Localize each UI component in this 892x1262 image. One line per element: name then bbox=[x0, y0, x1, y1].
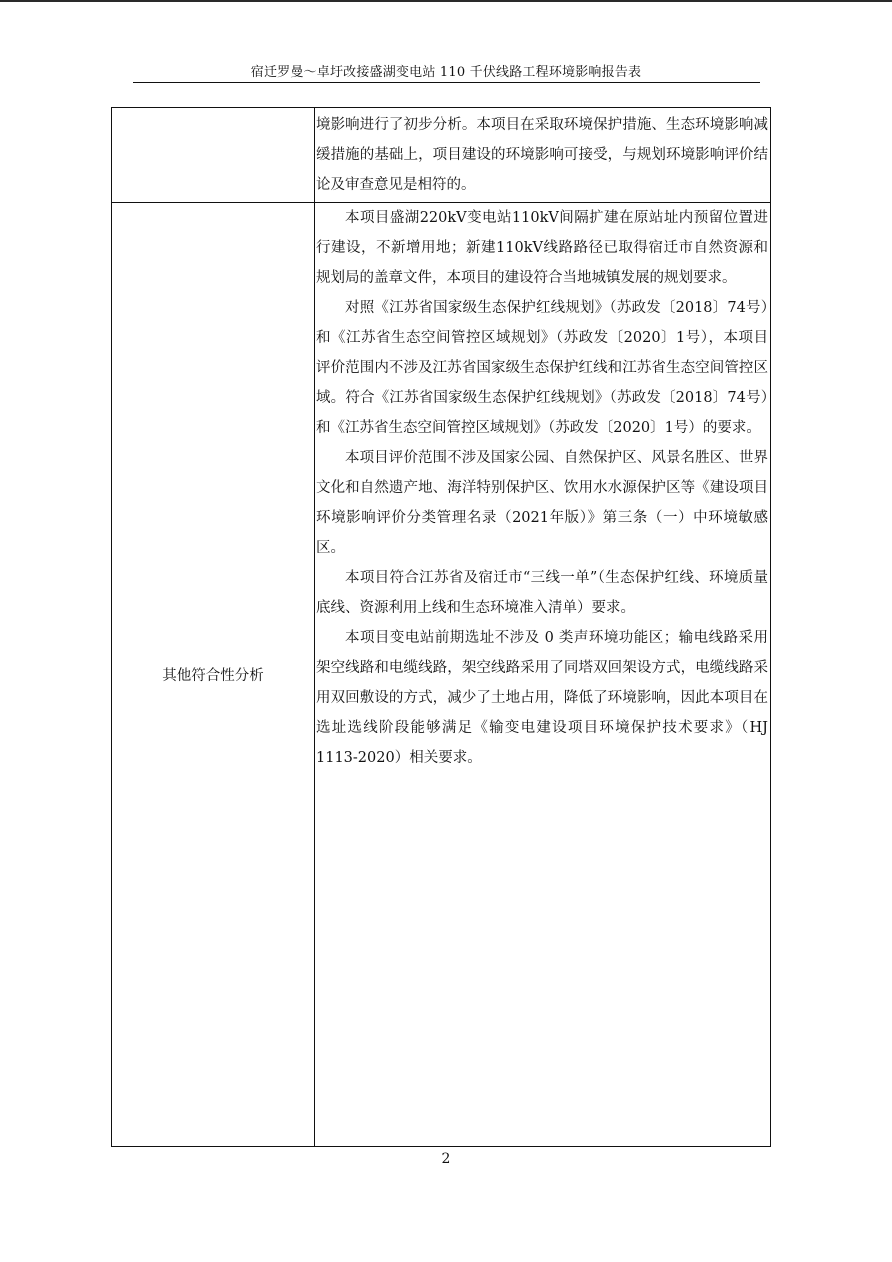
row1-content-cell bbox=[315, 108, 770, 202]
paragraph-site-selection: 本项目变电站前期选址不涉及 0 类声环境功能区；输电线路采用架空线路和电缆线路，架空线路采用了同塔双回架设方式，电缆线路采用双回敷设的方式，减少了土地占用，降低了环境影响，因此本项目在选址选线阶段能够满足《输变电建设项目环境保护技术要求》（HJ 1113-2020）相关要求。 bbox=[316, 630, 768, 766]
top-border-line bbox=[0, 0, 892, 2]
paragraph-ecological-redline: 对照《江苏省国家级生态保护红线规划》（苏政发〔2018〕74号）和《江苏省生态空间管控区域规划》（苏政发〔2020〕1号），本项目评价范围内不涉及江苏省国家级生态保护红线和江苏省生态空间管控区域。符合《江苏省国家级生态保护红线规划》（苏政发〔2018〕74号）和《江苏省生态空间管控区域规划》（苏政发〔2020〕1号）的要求。 bbox=[316, 300, 768, 436]
header-underline bbox=[133, 82, 760, 83]
page-header-title: 宿迁罗曼～卓圩改接盛湖变电站 110 千伏线路工程环境影响报告表 bbox=[250, 65, 642, 80]
row1-label-cell bbox=[112, 108, 314, 202]
paragraph-sensitive-areas: 本项目评价范围不涉及国家公园、自然保护区、风景名胜区、世界文化和自然遗产地、海洋特别保护区、饮用水水源保护区等《建设项目环境影响评价分类管理名录（2021年版）》第三条（一）中环境敏感区。 bbox=[316, 450, 768, 556]
row2-label-cell: 其他符合性分析 bbox=[162, 668, 264, 684]
analysis-table bbox=[111, 107, 771, 1147]
table-row-other-compliance bbox=[112, 203, 770, 1146]
table-row-continuation bbox=[112, 108, 770, 203]
page-number: 2 bbox=[441, 1151, 451, 1167]
paragraph-land-use: 本项目盛湖220kV变电站110kV间隔扩建在原站址内预留位置进行建设，不新增用地；新建110kV线路路径已取得宿迁市自然资源和规划局的盖章文件，本项目的建设符合当地城镇发展的规划要求。 bbox=[316, 210, 768, 286]
row2-content-cell bbox=[315, 203, 770, 1146]
paragraph-three-lines-one-list: 本项目符合江苏省及宿迁市“三线一单”（生态保护红线、环境质量底线、资源利用上线和生态环境准入清单）要求。 bbox=[316, 570, 768, 616]
row1-paragraph: 境影响进行了初步分析。本项目在采取环境保护措施、生态环境影响减缓措施的基础上，项目建设的环境影响可接受，与规划环境影响评价结论及审查意见是相符的。 bbox=[316, 117, 768, 193]
